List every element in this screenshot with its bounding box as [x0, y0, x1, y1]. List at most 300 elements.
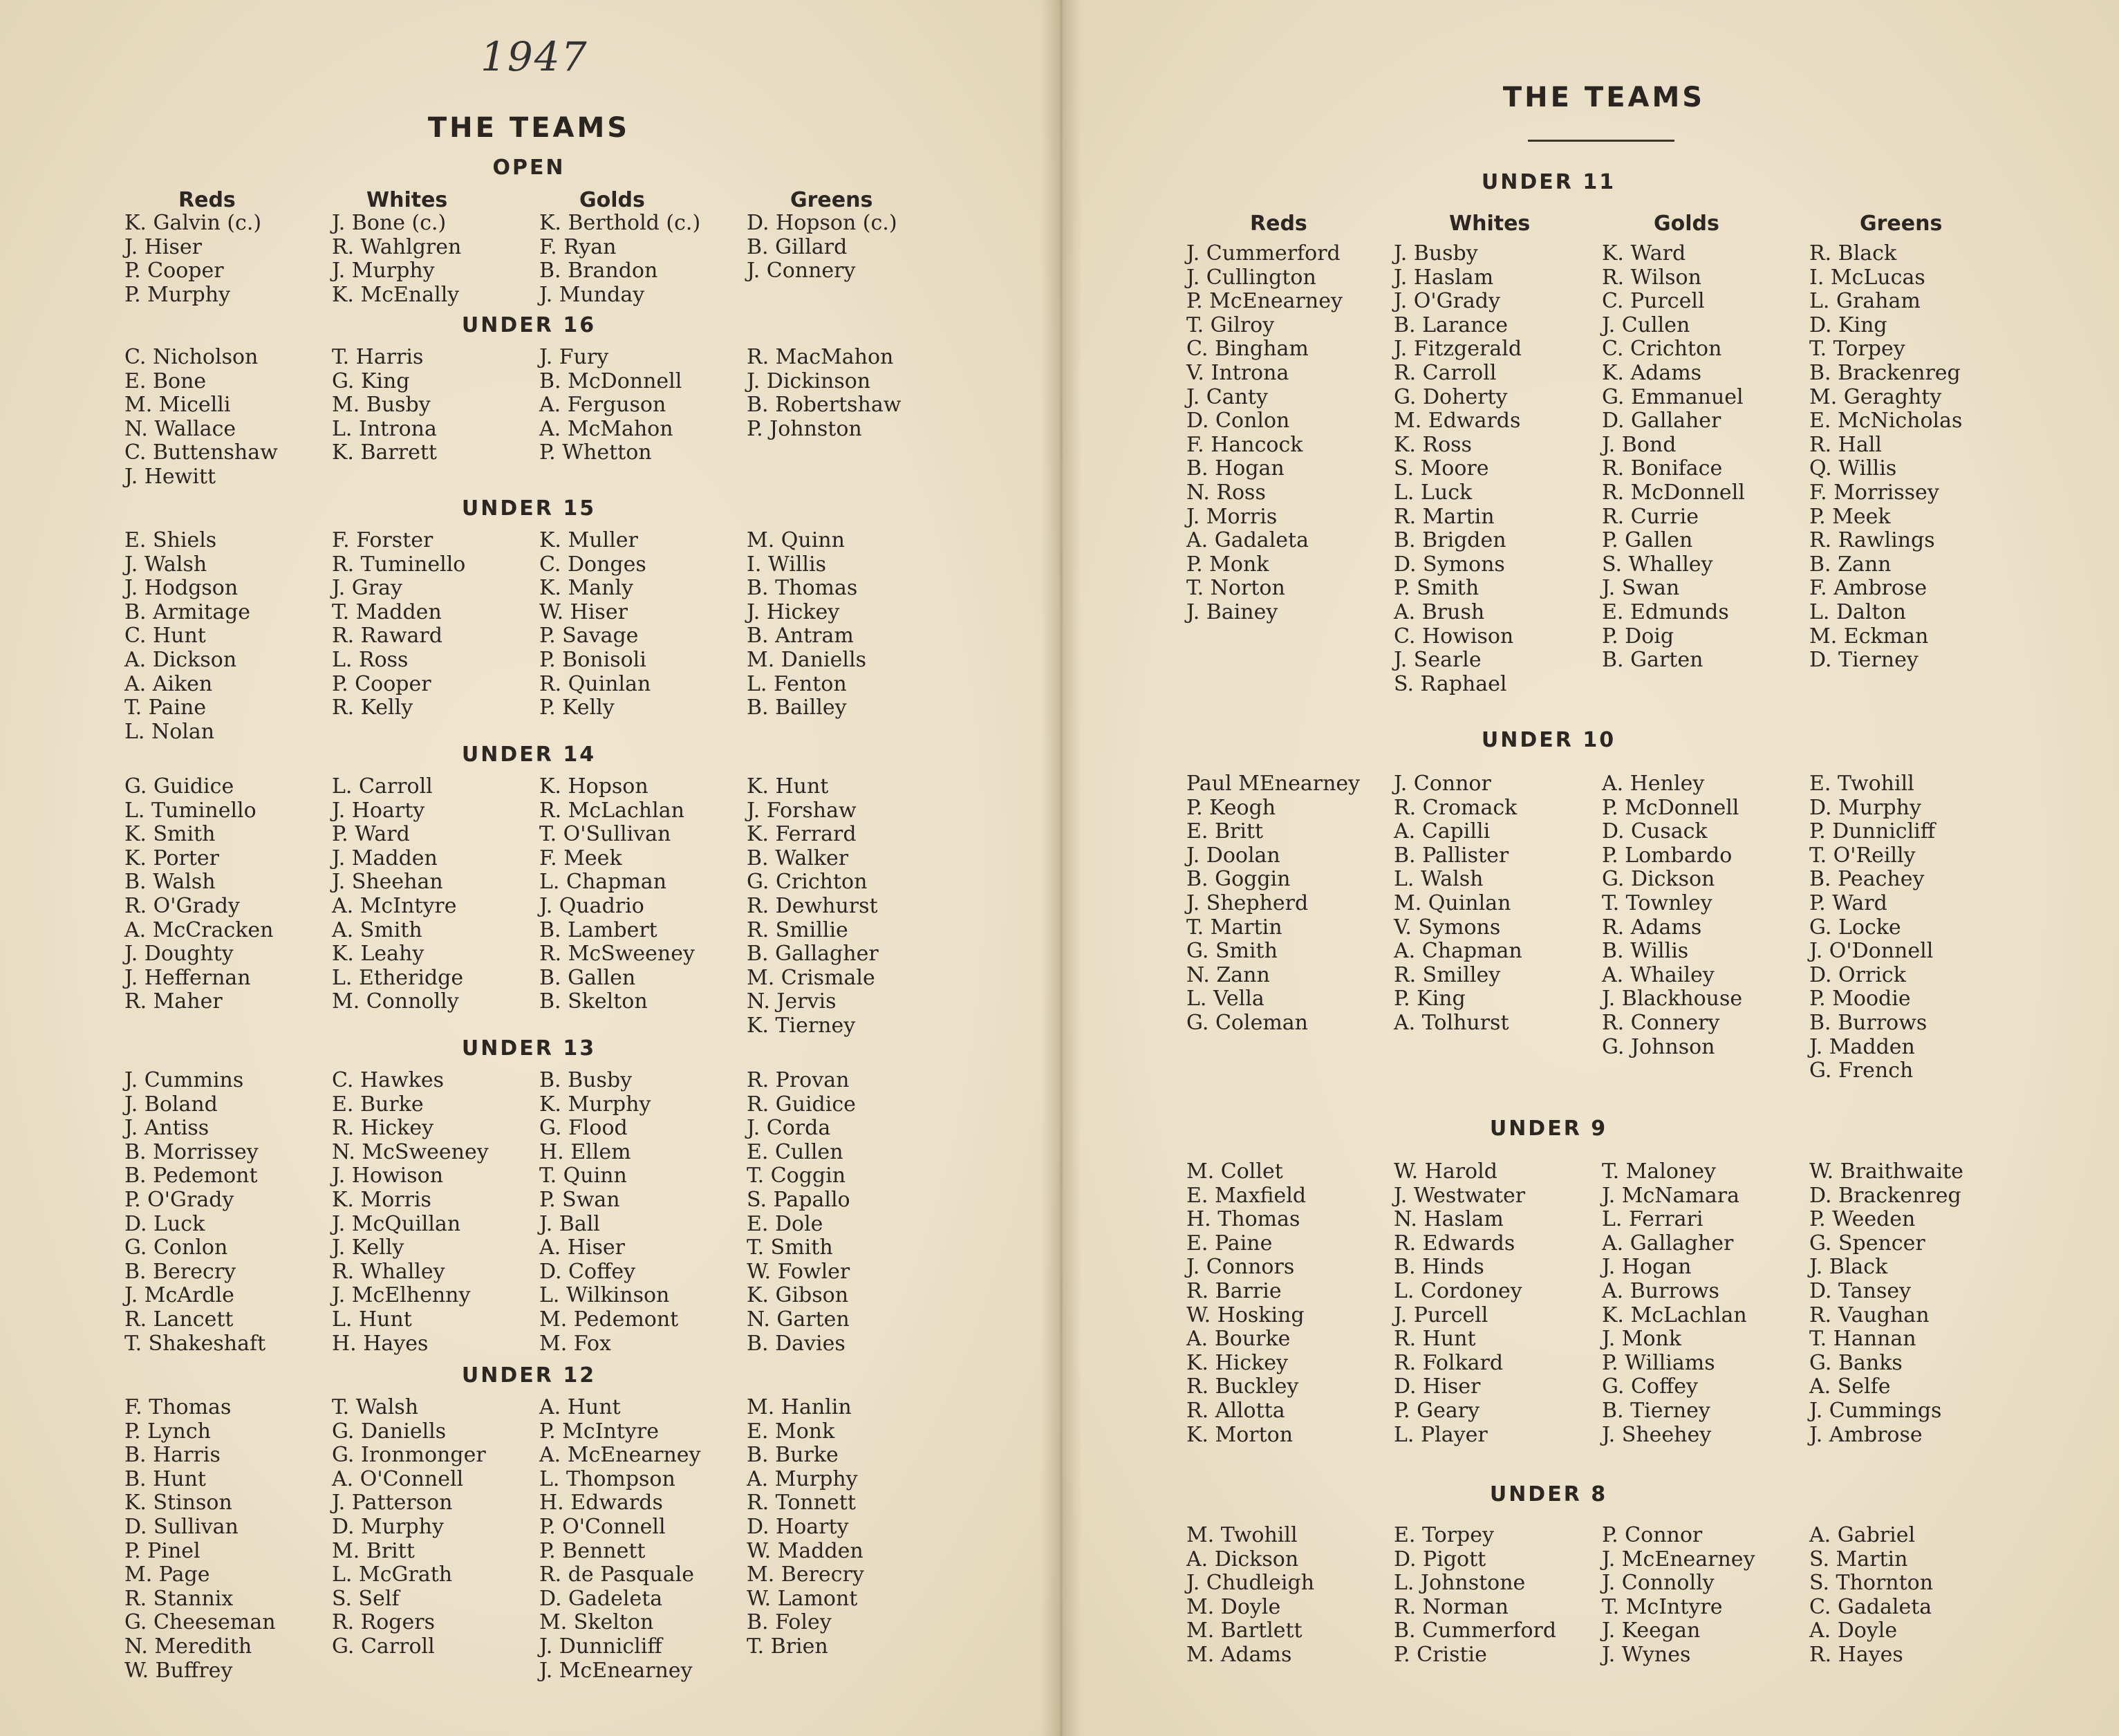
player-name: M. Quinlan [1394, 890, 1511, 915]
player-name: C. Donges [539, 552, 646, 577]
player-name: S. Moore [1394, 456, 1489, 481]
player-name: P. Cooper [124, 259, 224, 283]
player-name: G. Guidice [124, 774, 234, 799]
player-name: E. Bone [124, 368, 207, 393]
player-name: S. Martin [1809, 1547, 1908, 1571]
player-name: J. Patterson [332, 1491, 453, 1515]
player-name: W. Fowler [747, 1259, 850, 1284]
player-name: L. Hunt [332, 1307, 412, 1332]
player-name: K. Ferrard [747, 822, 857, 847]
player-name: J. Dickinson [747, 368, 871, 393]
player-name: B. Bailley [747, 696, 847, 720]
player-name: M. Edwards [1394, 409, 1521, 433]
reds-roster-column [124, 1069, 265, 1356]
player-name: K. Ward [1602, 241, 1686, 265]
player-name: J. Connor [1394, 772, 1491, 796]
player-name: N. Zann [1186, 962, 1270, 987]
player-name: R. McLachlan [539, 798, 684, 823]
player-name: G. Carroll [332, 1634, 435, 1659]
player-name: T. Brien [747, 1634, 828, 1659]
player-name: C. Purcell [1602, 289, 1705, 314]
player-name: J. Hiser [124, 234, 203, 259]
player-name: K. Tierney [747, 1013, 856, 1038]
whites-roster-column [1394, 1524, 1556, 1668]
player-name: J. Black [1809, 1255, 1888, 1280]
player-name: S. Thornton [1809, 1571, 1934, 1596]
player-name: T. McIntyre [1602, 1594, 1723, 1619]
player-name: P. Weeden [1809, 1207, 1916, 1232]
player-name: C. Buttenshaw [124, 440, 278, 465]
player-name: R. Carroll [1394, 360, 1497, 385]
whites-roster-column [1394, 242, 1522, 696]
player-name: R. Connery [1602, 1010, 1720, 1035]
player-name: J. Cullen [1602, 312, 1690, 337]
player-name: J. Hogan [1602, 1255, 1692, 1280]
player-name: P. Gallen [1602, 528, 1693, 553]
player-name: J. O'Grady [1394, 289, 1500, 314]
player-name: E. Torpey [1394, 1523, 1494, 1547]
player-name: G. Johnson [1602, 1034, 1715, 1059]
player-name: M. Collet [1186, 1159, 1283, 1184]
player-name: A. Gabriel [1809, 1523, 1916, 1547]
player-name: R. Barrie [1186, 1278, 1282, 1303]
player-name: L. Ross [332, 647, 409, 672]
player-name: G. Cheeseman [124, 1610, 276, 1635]
player-name: M. Page [124, 1562, 210, 1587]
player-name: R. Dewhurst [747, 893, 878, 918]
player-name: B. Brandon [539, 259, 658, 283]
player-name: R. Black [1809, 241, 1897, 265]
player-name: B. Cummerford [1394, 1618, 1557, 1643]
whites-roster-column [332, 1069, 489, 1356]
player-name: S. Self [332, 1586, 400, 1611]
player-name: A. Capilli [1394, 819, 1491, 844]
player-name: J. Keegan [1602, 1618, 1701, 1643]
player-name: M. Doyle [1186, 1594, 1281, 1619]
player-name: B. Thomas [747, 576, 858, 601]
player-name: R. Wilson [1602, 265, 1701, 290]
player-name: L. Carroll [332, 774, 433, 799]
player-name: P. Doig [1602, 624, 1674, 648]
player-name: L. Luck [1394, 480, 1473, 505]
reds-roster-column [124, 212, 261, 307]
player-name: J. Heffernan [124, 965, 251, 990]
section-heading: UNDER 14 [461, 743, 597, 767]
player-name: D. Pigott [1394, 1547, 1486, 1571]
player-name: E. Edmunds [1602, 599, 1729, 624]
player-name: J. Dunnicliff [539, 1634, 662, 1659]
golds-roster-column [539, 346, 682, 465]
player-name: A. McMahon [539, 416, 673, 441]
player-name: J. Morris [1186, 504, 1278, 529]
player-name: E. Cullen [747, 1139, 843, 1164]
player-name: J. O'Donnell [1809, 939, 1934, 964]
player-name: K. McLachlan [1602, 1303, 1747, 1327]
greens-roster-column [1809, 1524, 1933, 1668]
player-name: E. Burke [332, 1092, 424, 1117]
player-name: R. Smilley [1394, 962, 1501, 987]
player-name: B. Tierney [1602, 1398, 1710, 1423]
player-name: M. Berecry [747, 1562, 864, 1587]
player-name: P. McIntyre [539, 1419, 659, 1444]
player-name: G. Flood [539, 1116, 628, 1141]
team-header-greens: Greens [790, 188, 873, 212]
player-name: G. Doherty [1394, 384, 1508, 409]
section-heading: UNDER 11 [1481, 170, 1616, 194]
player-name: R. Stannix [124, 1586, 234, 1611]
player-name: P. Moodie [1809, 987, 1911, 1011]
player-name: P. Pinel [124, 1538, 200, 1563]
player-name: G. King [332, 368, 410, 393]
player-name: K. Smith [124, 822, 216, 847]
player-name: K. Ross [1394, 432, 1472, 457]
player-name: K. Hopson [539, 774, 648, 799]
player-name: J. Haslam [1394, 265, 1494, 290]
player-name: P. Dunnicliff [1809, 819, 1936, 844]
player-name: A. Ferguson [539, 393, 666, 418]
player-name: B. Peachey [1809, 867, 1925, 892]
player-name: C. Hunt [124, 624, 206, 648]
player-name: A. Gallagher [1602, 1231, 1734, 1256]
greens-roster-column [1809, 772, 1935, 1083]
whites-roster-column [1394, 1160, 1525, 1447]
player-name: G. Coffey [1602, 1374, 1698, 1399]
player-name: L. Wilkinson [539, 1283, 670, 1308]
player-name: A. Bourke [1186, 1327, 1291, 1352]
greens-roster-column [1809, 242, 1962, 673]
golds-roster-column [539, 529, 651, 720]
player-name: J. McElhenny [332, 1283, 471, 1308]
player-name: R. Whalley [332, 1259, 445, 1284]
whites-roster-column [332, 529, 465, 720]
player-name: I. Willis [747, 552, 827, 577]
player-name: L. Etheridge [332, 965, 464, 990]
player-name: A. Henley [1602, 772, 1705, 796]
player-name: E. Paine [1186, 1231, 1273, 1256]
player-name: T. Gilroy [1186, 312, 1275, 337]
player-name: N. Haslam [1394, 1207, 1504, 1232]
player-name: M. Eckman [1809, 624, 1929, 648]
player-name: N. Jervis [747, 989, 837, 1014]
player-name: G. Emmanuel [1602, 384, 1744, 409]
player-name: J. Cummings [1809, 1398, 1942, 1423]
player-name: S. Whalley [1602, 552, 1713, 577]
player-name: D. Gallaher [1602, 409, 1721, 433]
player-name: R. Tonnett [747, 1491, 856, 1515]
player-name: N. Garten [747, 1307, 850, 1332]
whites-roster-column [332, 212, 461, 307]
player-name: J. Ball [539, 1211, 600, 1236]
player-name: J. Corda [747, 1116, 831, 1141]
player-name: P. O'Connell [539, 1514, 666, 1539]
player-name: F. Hancock [1186, 432, 1303, 457]
golds-roster-column [539, 1069, 678, 1356]
player-name: S. Raphael [1394, 671, 1507, 696]
player-name: F. Thomas [124, 1395, 232, 1419]
player-name: M. Daniells [747, 647, 866, 672]
player-name: T. Paine [124, 696, 207, 720]
player-name: B. Willis [1602, 939, 1689, 964]
player-name: D. Gadeleta [539, 1586, 663, 1611]
player-name: J. Ambrose [1809, 1422, 1923, 1447]
golds-roster-column [539, 212, 700, 307]
section-heading: UNDER 8 [1489, 1482, 1608, 1506]
player-name: M. Crismale [747, 965, 875, 990]
player-name: J. Doughty [124, 942, 234, 967]
player-name: G. Locke [1809, 915, 1901, 940]
player-name: E. McNicholas [1809, 409, 1963, 433]
player-name: A. Gadaleta [1186, 528, 1309, 553]
player-name: R. Rogers [332, 1610, 436, 1635]
player-name: G. Daniells [332, 1419, 447, 1444]
player-name: K. Hunt [747, 774, 829, 799]
player-name: J. Sheehan [332, 870, 443, 895]
player-name: B. Gallen [539, 965, 636, 990]
player-name: J. Bond [1602, 432, 1677, 457]
player-name: G. Conlon [124, 1235, 228, 1260]
player-name: J. Murphy [332, 259, 435, 283]
player-name: P. Lombardo [1602, 843, 1733, 868]
player-name: D. Orrick [1809, 962, 1906, 987]
player-name: W. Harold [1394, 1159, 1497, 1184]
player-name: B. McDonnell [539, 368, 682, 393]
player-name: H. Ellem [539, 1139, 631, 1164]
player-name: J. Canty [1186, 384, 1268, 409]
player-name: R. Edwards [1394, 1231, 1515, 1256]
player-name: B. Pedemont [124, 1164, 258, 1188]
player-name: B. Walker [747, 846, 849, 870]
player-name: R. Hall [1809, 432, 1882, 457]
player-name: A. Hunt [539, 1395, 621, 1419]
player-name: D. Hoarty [747, 1514, 849, 1539]
greens-roster-column [747, 1069, 856, 1356]
golds-roster-column [1602, 242, 1745, 673]
player-name: J. Fury [539, 345, 609, 369]
team-header-golds: Golds [579, 188, 645, 212]
player-name: B. Berecry [124, 1259, 236, 1284]
player-name: A. O'Connell [332, 1466, 464, 1491]
player-name: N. McSweeney [332, 1139, 489, 1164]
player-name: W. Braithwaite [1809, 1159, 1963, 1184]
team-header-reds: Reds [178, 188, 236, 212]
player-name: M. Bartlett [1186, 1618, 1303, 1643]
player-name: T. Torpey [1809, 337, 1905, 362]
player-name: B. Walsh [124, 870, 216, 895]
player-name: A. Burrows [1602, 1278, 1719, 1303]
player-name: J. Hickey [747, 599, 840, 624]
player-name: J. Wynes [1602, 1642, 1691, 1667]
player-name: J. Blackhouse [1602, 987, 1743, 1011]
player-name: R. Lancett [124, 1307, 234, 1332]
player-name: A. McCracken [124, 917, 274, 942]
player-name: L. Graham [1809, 289, 1921, 314]
player-name: P. O'Grady [124, 1187, 234, 1212]
player-name: J. McNamara [1602, 1183, 1739, 1208]
player-name: M. Quinn [747, 528, 845, 552]
player-name: J. McQuillan [332, 1211, 461, 1236]
player-name: T. Walsh [332, 1395, 419, 1419]
player-name: K. Galvin (c.) [124, 211, 262, 235]
player-name: R. MacMahon [747, 345, 894, 369]
player-name: M. Britt [332, 1538, 415, 1563]
player-name: J. Madden [1809, 1034, 1915, 1059]
reds-roster-column [1186, 772, 1360, 1036]
player-name: J. Monk [1602, 1327, 1682, 1352]
player-name: J. Fitzgerald [1394, 337, 1522, 362]
player-name: T. Coggin [747, 1164, 846, 1188]
section-heading: UNDER 13 [461, 1036, 597, 1061]
player-name: A. McEnearney [539, 1443, 701, 1468]
player-name: P. Bonisoli [539, 647, 646, 672]
player-name: B. Harris [124, 1443, 221, 1468]
player-name: K. Hickey [1186, 1350, 1288, 1375]
player-name: P. Lynch [124, 1419, 211, 1444]
player-name: R. Buckley [1186, 1374, 1299, 1399]
player-name: W. Hiser [539, 599, 628, 624]
player-name: J. Gray [332, 576, 402, 601]
player-name: J. Bone (c.) [332, 211, 447, 235]
player-name: L. Johnstone [1394, 1571, 1526, 1596]
greens-roster-column [747, 346, 901, 441]
player-name: P. Ward [1809, 890, 1887, 915]
reds-roster-column [1186, 242, 1343, 625]
player-name: J. Hoarty [332, 798, 425, 823]
player-name: T. Smith [747, 1235, 833, 1260]
player-name: D. Symons [1394, 552, 1505, 577]
golds-roster-column [539, 1396, 700, 1683]
player-name: Q. Willis [1809, 456, 1897, 481]
player-name: F. Ryan [539, 234, 617, 259]
whites-roster-column [332, 775, 463, 1014]
whites-roster-column [1394, 772, 1522, 1036]
player-name: P. Monk [1186, 552, 1269, 577]
player-name: P. Ward [332, 822, 410, 847]
left-page [0, 0, 1058, 1736]
player-name: J. McEnearney [1602, 1547, 1755, 1571]
player-name: T. Maloney [1602, 1159, 1716, 1184]
player-name: B. Larance [1394, 312, 1509, 337]
player-name: B. Armitage [124, 599, 251, 624]
player-name: R. O'Grady [124, 893, 240, 918]
player-name: A. Smith [332, 917, 422, 942]
player-name: D. Tansey [1809, 1278, 1912, 1303]
player-name: N. Ross [1186, 480, 1266, 505]
player-name: C. Crichton [1602, 337, 1722, 362]
player-name: D. King [1809, 312, 1887, 337]
player-name: R. Hayes [1809, 1642, 1903, 1667]
player-name: B. Brackenreg [1809, 360, 1961, 385]
player-name: B. Zann [1809, 552, 1892, 577]
player-name: A. Selfe [1809, 1374, 1891, 1399]
player-name: J. Swan [1602, 576, 1680, 601]
player-name: M. Hanlin [747, 1395, 852, 1419]
player-name: J. Madden [332, 846, 438, 870]
player-name: B. Antram [747, 624, 854, 648]
player-name: D. Hiser [1394, 1374, 1481, 1399]
player-name: W. Lamont [747, 1586, 858, 1611]
player-name: B. Gillard [747, 234, 848, 259]
player-name: M. Skelton [539, 1610, 654, 1635]
player-name: C. Howison [1394, 624, 1514, 648]
player-name: K. Muller [539, 528, 638, 552]
player-name: B. Pallister [1394, 843, 1509, 868]
player-name: W. Madden [747, 1538, 864, 1563]
player-name: J. Walsh [124, 552, 207, 577]
player-name: T. Harris [332, 345, 424, 369]
player-name: T. Townley [1602, 890, 1712, 915]
player-name: P. Bennett [539, 1538, 646, 1563]
player-name: B. Garten [1602, 648, 1703, 673]
player-name: P. Geary [1394, 1398, 1480, 1423]
player-name: H. Thomas [1186, 1207, 1300, 1232]
player-name: F. Ambrose [1809, 576, 1927, 601]
player-name: A. Whailey [1602, 962, 1715, 987]
golds-roster-column [1602, 1524, 1755, 1668]
player-name: J. Cullington [1186, 265, 1316, 290]
player-name: J. Connery [747, 259, 856, 283]
team-header-whites: Whites [366, 188, 448, 212]
player-name: B. Lambert [539, 917, 657, 942]
player-name: J. Bainey [1186, 599, 1278, 624]
player-name: C. Gadaleta [1809, 1594, 1932, 1619]
player-name: K. Manly [539, 576, 633, 601]
player-name: A. Tolhurst [1394, 1010, 1509, 1035]
player-name: R. Hickey [332, 1116, 434, 1141]
player-name: T. Quinn [539, 1164, 627, 1188]
player-name: P. King [1394, 987, 1466, 1011]
player-name: L. McGrath [332, 1562, 453, 1587]
player-name: J. Howison [332, 1164, 444, 1188]
player-name: E. Britt [1186, 819, 1264, 844]
player-name: J. Quadrio [539, 893, 644, 918]
player-name: R. Allotta [1186, 1398, 1285, 1423]
player-name: R. Wahlgren [332, 234, 462, 259]
player-name: R. Cromack [1394, 795, 1518, 820]
player-name: S. Papallo [747, 1187, 850, 1212]
reds-roster-column [124, 529, 250, 744]
player-name: M. Connolly [332, 989, 459, 1014]
reds-roster-column [124, 775, 274, 1014]
player-name: G. Crichton [747, 870, 868, 895]
player-name: J. Chudleigh [1186, 1571, 1315, 1596]
player-name: R. Guidice [747, 1092, 856, 1117]
left-page-title: THE TEAMS [427, 112, 631, 144]
right-page [1058, 0, 2119, 1736]
player-name: L. Dalton [1809, 599, 1906, 624]
player-name: J. Boland [124, 1092, 218, 1117]
player-name: G. Coleman [1186, 1010, 1308, 1035]
player-name: A. Murphy [747, 1466, 858, 1491]
player-name: K. Morton [1186, 1422, 1294, 1447]
greens-roster-column [747, 529, 866, 720]
player-name: R. McDonnell [1602, 480, 1745, 505]
player-name: B. Davies [747, 1331, 846, 1356]
player-name: P. Williams [1602, 1350, 1715, 1375]
player-name: M. Micelli [124, 393, 231, 418]
player-name: D. Murphy [1809, 795, 1921, 820]
handwritten-year: 1947 [480, 33, 588, 80]
greens-roster-column [747, 212, 897, 283]
player-name: W. Buffrey [124, 1658, 233, 1683]
player-name: D. Murphy [332, 1514, 444, 1539]
player-name: P. Savage [539, 624, 639, 648]
player-name: D. Coffey [539, 1259, 636, 1284]
player-name: B. Burrows [1809, 1010, 1927, 1035]
player-name: F. Forster [332, 528, 433, 552]
player-name: G. Ironmonger [332, 1443, 486, 1468]
player-name: T. O'Reilly [1809, 843, 1916, 868]
player-name: C. Nicholson [124, 345, 259, 369]
